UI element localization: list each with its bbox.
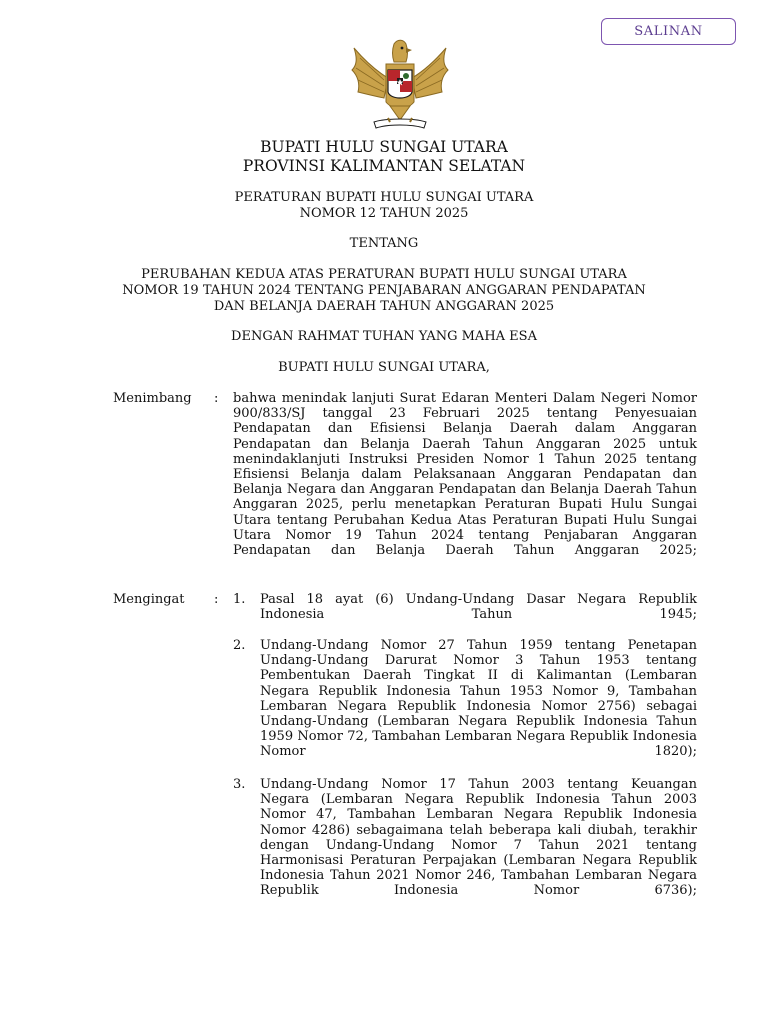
menimbang-colon: :	[214, 391, 219, 406]
header-line-2: PROVINSI KALIMANTAN SELATAN	[242, 157, 526, 175]
subject-line-2: NOMOR 19 TAHUN 2024 TENTANG PENJABARAN ANGGARAN PENDAPATAN	[122, 283, 646, 298]
subject-line-3: DAN BELANJA DAERAH TAHUN ANGGARAN 2025	[213, 299, 555, 314]
mengingat-colon: :	[214, 592, 219, 607]
authority-line: BUPATI HULU SUNGAI UTARA,	[278, 360, 490, 375]
mengingat-item-1-number: 1.	[233, 592, 246, 607]
mengingat-item-2-number: 2.	[233, 638, 246, 653]
header-line-1: BUPATI HULU SUNGAI UTARA	[260, 138, 508, 156]
mengingat-item-1-text: Pasal 18 ayat (6) Undang-Undang Dasar Negara Republik Indonesia Tahun 1945;	[260, 592, 697, 623]
blessing-line: DENGAN RAHMAT TUHAN YANG MAHA ESA	[231, 329, 537, 344]
salinan-badge: SALINAN	[601, 18, 736, 45]
menimbang-text: bahwa menindak lanjuti Surat Edaran Menteri Dalam Negeri Nomor 900/833/SJ tanggal 23 Februari 2025 tentang Penyesuaian Pendapatan dan Efisiensi Belanja Daerah dalam Anggaran Pendapatan dan Belanja Daerah Tahun Anggaran 2025 untuk menindaklanjuti Instruksi Presiden Nomor 1 Tahun 2025 tentang Efisiensi Belanja dalam Pelaksanaan Anggaran Pendapatan dan Belanja Negara dan Anggaran Pendapatan dan Belanja Daerah Tahun Anggaran 2025, perlu menetapkan Peraturan Bupati Hulu Sungai Utara tentang Perubahan Kedua Atas Peraturan Bupati Hulu Sungai Utara Nomor 19 Tahun 2024 tentang Penjabaran Anggaran Pendapatan dan Belanja Daerah Tahun Anggaran 2025;	[233, 391, 697, 559]
mengingat-label: Mengingat	[113, 592, 185, 607]
mengingat-item-3-number: 3.	[233, 777, 246, 792]
menimbang-label: Menimbang	[113, 391, 192, 406]
mengingat-item-3-text: Undang-Undang Nomor 17 Tahun 2003 tentang Keuangan Negara (Lembaran Negara Republik Indonesia Tahun 2003 Nomor 47, Tambahan Lembaran Negara Republik Indonesia Nomor 4286) sebagaimana telah beberapa kali diubah, terakhir dengan Undang-Undang Nomor 7 Tahun 2021 tentang Harmonisasi Peraturan Perpajakan (Lembaran Negara Republik Indonesia Tahun 2021 Nomor 246, Tambahan Lembaran Negara Republik Indonesia Nomor 6736);	[260, 777, 697, 899]
tentang-label: TENTANG	[349, 236, 419, 251]
subject-line-1: PERUBAHAN KEDUA ATAS PERATURAN BUPATI HULU SUNGAI UTARA	[141, 267, 627, 282]
mengingat-item-2-text: Undang-Undang Nomor 27 Tahun 1959 tentang Penetapan Undang-Undang Darurat Nomor 3 Tahun 1953 tentang Pembentukan Daerah Tingkat II di Kalimantan (Lembaran Negara Republik Indonesia Tahun 1953 Nomor 9, Tambahan Lembaran Negara Republik Indonesia Nomor 2756) sebagai Undang-Undang (Lembaran Negara Republik Indonesia Tahun 1959 Nomor 72, Tambahan Lembaran Negara Republik Indonesia Nomor 1820);	[260, 638, 697, 760]
garuda-pancasila-emblem-icon	[348, 36, 452, 132]
regulation-line-1: PERATURAN BUPATI HULU SUNGAI UTARA	[234, 190, 534, 205]
regulation-line-2: NOMOR 12 TAHUN 2025	[299, 206, 469, 221]
